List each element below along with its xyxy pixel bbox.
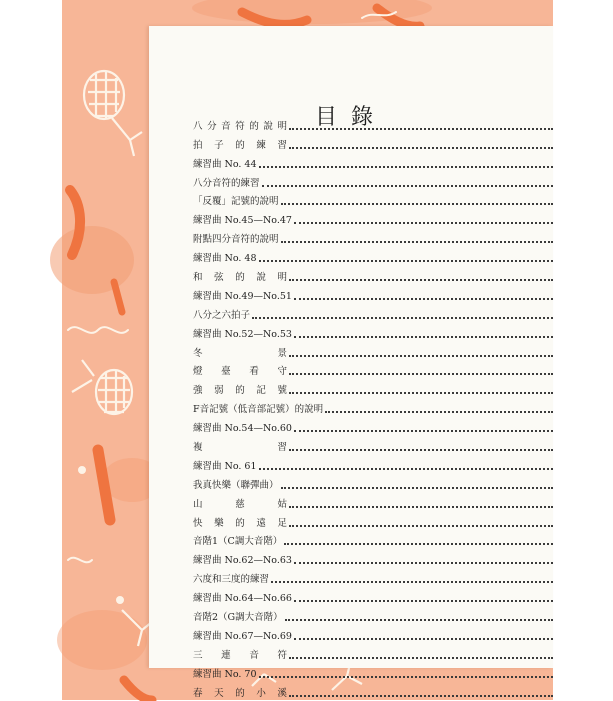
- toc-entry-label: 練習曲 No. 48: [193, 253, 257, 265]
- toc-entry-label: 六度和三度的練習: [193, 574, 270, 586]
- dot-leader: [294, 562, 553, 564]
- toc-entry-label: 練習曲 No.54—No.60: [193, 423, 292, 435]
- dot-leader: [289, 373, 553, 375]
- dot-leader: [294, 298, 553, 300]
- toc-entry-label: 我真快樂（聯彈曲）: [193, 479, 279, 491]
- toc-entry-label: 音階2（G調大音階）: [193, 612, 283, 624]
- toc-entry-label: 練習曲 No. 61: [193, 460, 257, 472]
- toc-entry: [193, 266, 553, 285]
- dot-leader: [289, 525, 553, 527]
- page-title: 目錄: [314, 104, 387, 130]
- toc-entry: [193, 153, 553, 172]
- toc-entry: [193, 644, 553, 663]
- toc-entry-label: 快 樂 的 遠 足: [193, 517, 287, 529]
- toc-entry-label: 三 連 音 符: [193, 649, 287, 661]
- toc-entry-label: 練習曲 No.67—No.69: [193, 630, 292, 642]
- toc-entry: [193, 663, 553, 682]
- dot-leader: [325, 411, 553, 413]
- toc-entry: [193, 436, 553, 455]
- toc-entry: [193, 342, 553, 361]
- toc-entry: [193, 625, 553, 644]
- dot-leader: [289, 392, 553, 394]
- dot-leader: [252, 317, 553, 319]
- toc-entry: [193, 398, 553, 417]
- toc-entry: [193, 304, 553, 323]
- toc-entry-label: 山 慈 姑: [193, 498, 287, 510]
- dot-leader: [259, 260, 553, 262]
- toc-entry: [193, 285, 553, 304]
- toc-entry: [193, 209, 553, 228]
- toc-entry-label: 和 弦 的 說 明: [193, 272, 287, 284]
- dot-leader: [289, 355, 553, 357]
- dot-leader: [294, 222, 553, 224]
- toc-entry: [193, 115, 553, 134]
- toc-entry-label: 練習曲 No.52—No.53: [193, 328, 292, 340]
- toc-entry-label: 練習曲 No.49—No.51: [193, 290, 292, 302]
- dot-leader: [294, 600, 553, 602]
- dot-leader: [285, 619, 553, 621]
- toc-entry: [193, 172, 553, 191]
- toc-entry-label: 春 天 的 小 溪: [193, 687, 287, 699]
- toc-entry-label: 燈 臺 看 守: [193, 366, 287, 378]
- toc-entry-label: 練習曲 No.62—No.63: [193, 555, 292, 567]
- toc-entry: [193, 531, 553, 550]
- toc-entry: [193, 587, 553, 606]
- toc-entry-label: 複 習: [193, 442, 287, 454]
- dot-leader: [289, 695, 553, 697]
- toc-entry-label: 拍 子 的 練 習: [193, 139, 287, 151]
- dot-leader: [259, 676, 553, 678]
- table-of-contents-page: [149, 26, 553, 699]
- toc-entry: [193, 568, 553, 587]
- toc-entry: [193, 247, 553, 266]
- toc-entry-label: 練習曲 No.64—No.66: [193, 593, 292, 605]
- dot-leader: [289, 506, 553, 508]
- toc-entry: [193, 379, 553, 398]
- dot-leader: [289, 657, 553, 659]
- dot-leader: [289, 449, 553, 451]
- toc-entry: [193, 323, 553, 342]
- toc-entry: [193, 682, 553, 701]
- toc-entry-label: 附點四分音符的說明: [193, 234, 279, 246]
- toc-entry-label: 練習曲 No. 44: [193, 158, 257, 170]
- toc-entry-label: 八分音符的練習: [193, 177, 260, 189]
- dot-leader: [281, 203, 553, 205]
- dot-leader: [271, 581, 553, 583]
- toc-entry: [193, 606, 553, 625]
- toc-entry: [193, 191, 553, 210]
- toc-entry: [193, 474, 553, 493]
- toc-list: [193, 115, 553, 701]
- dot-leader: [281, 487, 553, 489]
- dot-leader: [281, 241, 553, 243]
- dot-leader: [294, 336, 553, 338]
- toc-entry: [193, 361, 553, 380]
- toc-entry-label: 八 分 音 符 的 說 明: [193, 120, 287, 132]
- dot-leader: [259, 166, 553, 168]
- toc-entry-label: 冬 景: [193, 347, 287, 359]
- dot-leader: [289, 128, 553, 130]
- toc-entry: [193, 134, 553, 153]
- toc-entry: [193, 455, 553, 474]
- toc-entry: [193, 512, 553, 531]
- toc-entry: [193, 417, 553, 436]
- toc-entry-label: 「反覆」記號的說明: [193, 196, 279, 208]
- toc-entry-label: 八分之六拍子: [193, 309, 251, 321]
- toc-entry-label: 練習曲 No. 70: [193, 668, 257, 680]
- dot-leader: [284, 543, 553, 545]
- toc-entry-label: 練習曲 No.45—No.47: [193, 215, 292, 227]
- toc-entry-label: 音階1（C調大音階）: [193, 536, 283, 548]
- dot-leader: [289, 147, 553, 149]
- dot-leader: [294, 638, 553, 640]
- dot-leader: [262, 185, 553, 187]
- dot-leader: [259, 468, 553, 470]
- dot-leader: [289, 279, 553, 281]
- toc-entry-label: 強 弱 的 記 號: [193, 385, 287, 397]
- dot-leader: [294, 430, 553, 432]
- toc-entry-label: F音記號（低音部記號）的說明: [193, 404, 324, 416]
- toc-entry: [193, 228, 553, 247]
- toc-entry: [193, 549, 553, 568]
- toc-entry: [193, 493, 553, 512]
